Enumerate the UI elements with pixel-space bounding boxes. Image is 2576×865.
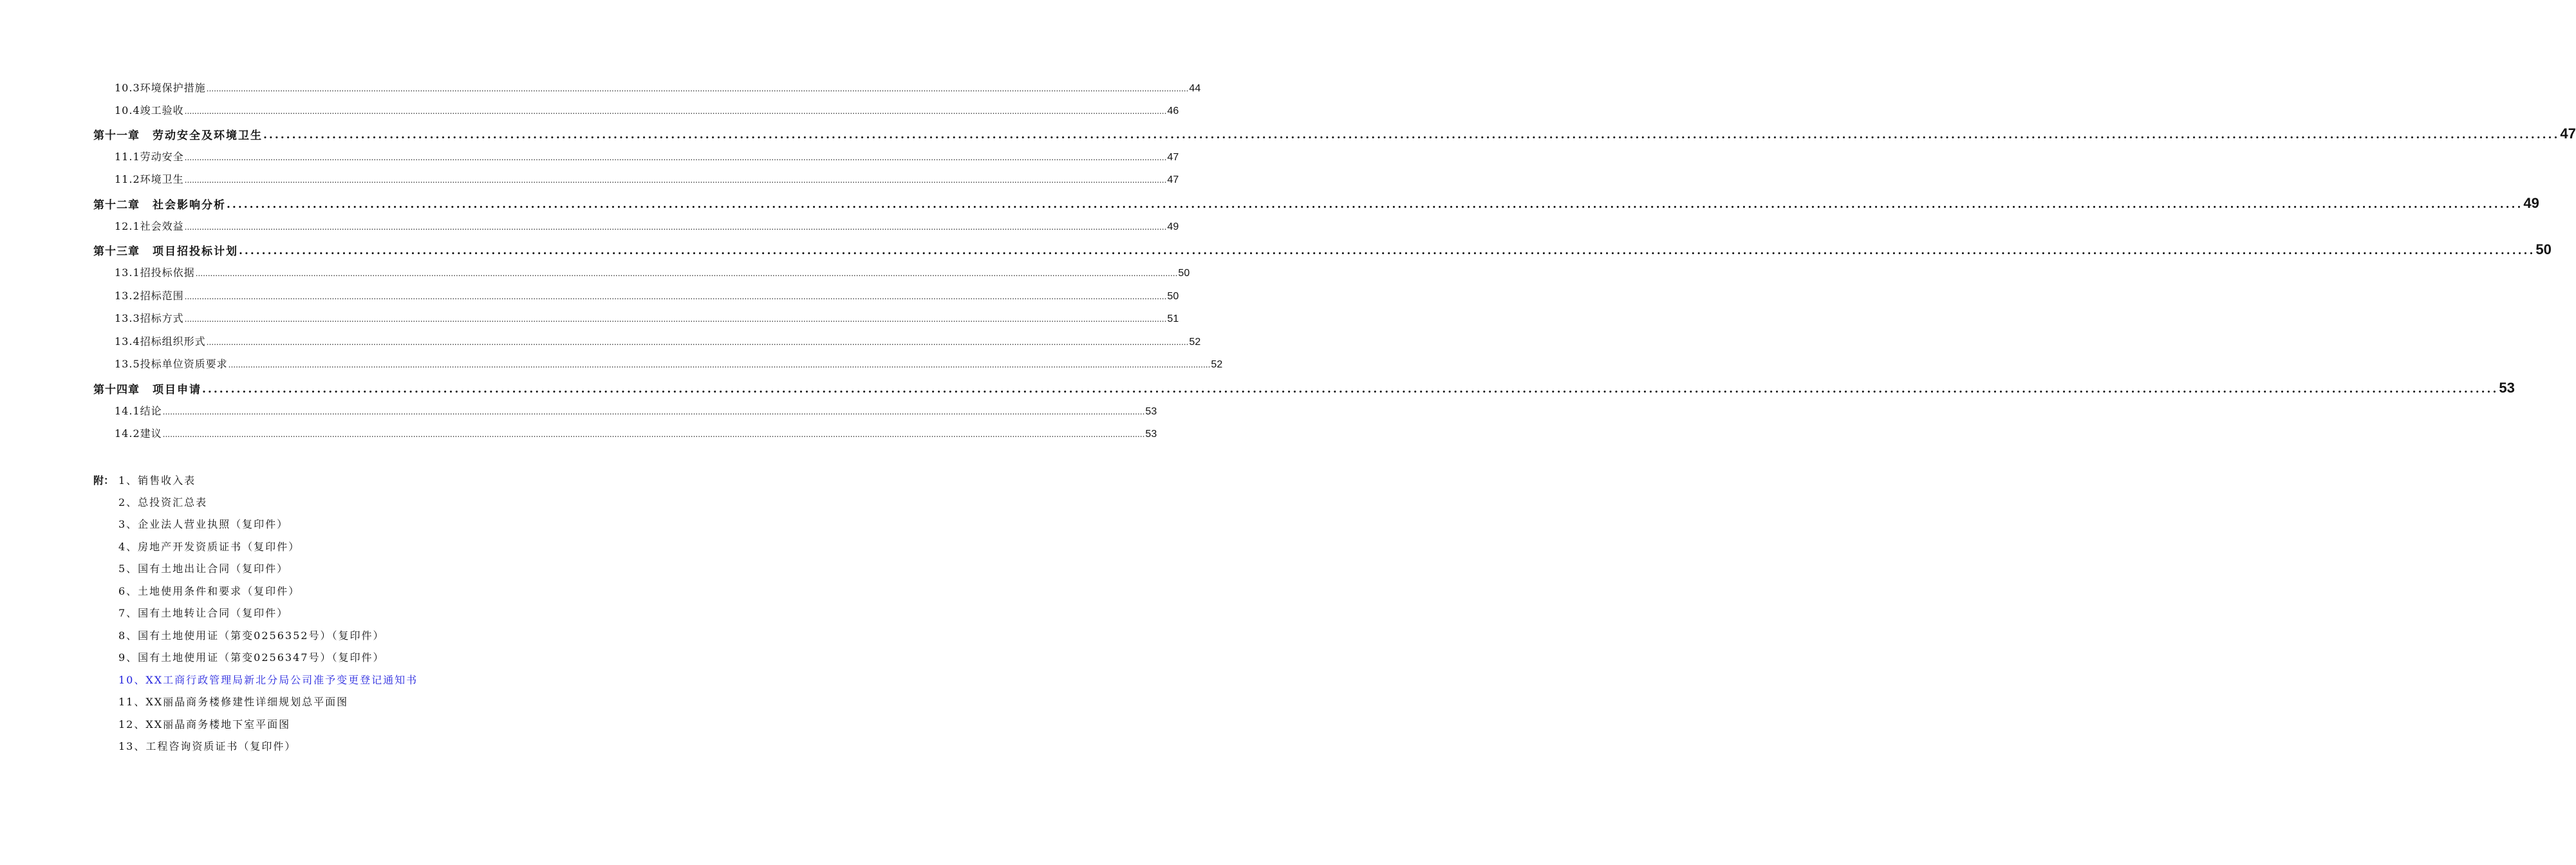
attachment-item-7: 7、国有土地转让合同（复印件） xyxy=(118,607,289,619)
chapter-title: 项目招投标计划 xyxy=(153,245,238,258)
toc-entry-13-4[interactable] xyxy=(115,334,1201,348)
chapter-number: 第十二章 xyxy=(93,199,140,212)
dot-leader: ................................................................................................................................................................................................................................................................................................................................................................................................................ xyxy=(227,198,2523,211)
dot-leader: ................................................................................................................................................................................................................................................................................................................................................................................................................ xyxy=(184,107,1167,116)
toc-entry-13-5[interactable] xyxy=(115,357,1223,371)
toc-page-number: 47 xyxy=(2560,126,2576,142)
chapter-number: 第十四章 xyxy=(93,384,140,396)
toc-entry-label: 13.4招标组织形式 xyxy=(115,335,206,348)
dot-leader: ................................................................................................................................................................................................................................................................................................................................................................................................................ xyxy=(195,269,1178,278)
toc-entry-10-4[interactable] xyxy=(115,103,1179,117)
dot-leader: ................................................................................................................................................................................................................................................................................................................................................................................................................ xyxy=(184,176,1167,185)
dot-leader: ................................................................................................................................................................................................................................................................................................................................................................................................................ xyxy=(184,315,1167,324)
toc-page-number: 49 xyxy=(1167,221,1179,232)
toc-page-number: 50 xyxy=(1167,291,1179,302)
toc-entry-label: 11.2环境卫生 xyxy=(115,173,184,185)
chapter-title: 社会影响分析 xyxy=(153,199,226,212)
toc-page-number: 53 xyxy=(2499,380,2515,396)
toc-entry-14-2[interactable] xyxy=(115,426,1157,440)
toc-page-number: 49 xyxy=(2523,195,2539,211)
toc-page-number: 52 xyxy=(1189,337,1201,348)
attachment-item-12: 12、XX丽晶商务楼地下室平面图 xyxy=(118,718,291,730)
toc-entry-label: 14.1结论 xyxy=(115,405,162,417)
attachment-item-10: 10、XX工商行政管理局新北分局公司准予变更登记通知书 xyxy=(118,674,418,686)
toc-entry-label: 10.3环境保护措施 xyxy=(115,82,206,94)
dot-leader: ................................................................................................................................................................................................................................................................................................................................................................................................................ xyxy=(206,338,1189,347)
dot-leader: ................................................................................................................................................................................................................................................................................................................................................................................................................ xyxy=(228,360,1211,369)
toc-entry-label: 13.3招标方式 xyxy=(115,312,184,324)
toc-page-number: 46 xyxy=(1167,106,1179,116)
toc-entry-label: 11.1劳动安全 xyxy=(115,151,184,163)
dot-leader: ................................................................................................................................................................................................................................................................................................................................................................................................................ xyxy=(162,430,1145,439)
attachment-item-3: 3、企业法人营业执照（复印件） xyxy=(118,518,289,530)
toc-entry-label: 12.1社会效益 xyxy=(115,220,184,232)
attachment-item-13: 13、工程咨询资质证书（复印件） xyxy=(118,740,297,752)
toc-entry-11-2[interactable] xyxy=(115,172,1179,186)
toc-entry-10-3[interactable] xyxy=(115,80,1201,95)
dot-leader: ................................................................................................................................................................................................................................................................................................................................................................................................................ xyxy=(239,245,2535,257)
dot-leader: ................................................................................................................................................................................................................................................................................................................................................................................................................ xyxy=(184,292,1167,301)
toc-page-number: 53 xyxy=(1145,429,1157,440)
dot-leader: ................................................................................................................................................................................................................................................................................................................................................................................................................ xyxy=(184,223,1167,232)
toc-page-number: 50 xyxy=(1178,268,1190,279)
attachments-heading: 附： xyxy=(93,474,115,487)
toc-chapter-14[interactable] xyxy=(93,380,2515,396)
attachment-item-6: 6、土地使用条件和要求（复印件） xyxy=(118,585,301,597)
toc-entry-13-1[interactable] xyxy=(115,265,1190,279)
toc-entry-label: 10.4竣工验收 xyxy=(115,104,184,116)
chapter-title: 项目申请 xyxy=(153,384,201,396)
toc-page-number: 52 xyxy=(1211,359,1223,370)
toc-entry-11-1[interactable] xyxy=(115,149,1179,163)
attachment-item-5: 5、国有土地出让合同（复印件） xyxy=(118,563,289,575)
attachment-item-11: 11、XX丽晶商务楼修建性详细规划总平面图 xyxy=(118,696,349,708)
attachment-item-8: 8、国有土地使用证（第变0256352号）（复印件） xyxy=(118,629,385,642)
attachment-item-1: 1、销售收入表 xyxy=(118,474,196,487)
toc-chapter-12[interactable] xyxy=(93,195,2539,212)
attachment-item-4: 4、房地产开发资质证书（复印件） xyxy=(118,541,301,553)
toc-entry-label: 13.5投标单位资质要求 xyxy=(115,358,228,370)
toc-entry-label: 13.1招投标依据 xyxy=(115,266,195,279)
dot-leader: ................................................................................................................................................................................................................................................................................................................................................................................................................ xyxy=(263,129,2560,142)
toc-chapter-11[interactable] xyxy=(93,126,2576,142)
toc-entry-label: 14.2建议 xyxy=(115,427,162,440)
toc-page-number: 50 xyxy=(2535,241,2552,257)
toc-entry-label: 13.2招标范围 xyxy=(115,290,184,302)
toc-entry-14-1[interactable] xyxy=(115,404,1157,418)
dot-leader: ................................................................................................................................................................................................................................................................................................................................................................................................................ xyxy=(202,383,2499,396)
toc-page-number: 53 xyxy=(1145,406,1157,417)
toc-entry-13-2[interactable] xyxy=(115,288,1179,302)
dot-leader: ................................................................................................................................................................................................................................................................................................................................................................................................................ xyxy=(184,153,1167,162)
chapter-title: 劳动安全及环境卫生 xyxy=(153,129,263,142)
attachment-item-9: 9、国有土地使用证（第变0256347号）（复印件） xyxy=(118,651,385,664)
toc-entry-13-3[interactable] xyxy=(115,311,1179,325)
chapter-number: 第十一章 xyxy=(93,129,140,142)
toc-entry-12-1[interactable] xyxy=(115,219,1179,233)
chapter-number: 第十三章 xyxy=(93,245,140,258)
attachment-item-2: 2、总投资汇总表 xyxy=(118,496,208,508)
toc-page-number: 47 xyxy=(1167,174,1179,185)
toc-chapter-13[interactable] xyxy=(93,241,2552,258)
toc-page-number: 47 xyxy=(1167,152,1179,163)
dot-leader: ................................................................................................................................................................................................................................................................................................................................................................................................................ xyxy=(162,407,1145,416)
toc-page-number: 51 xyxy=(1167,313,1179,324)
dot-leader: ................................................................................................................................................................................................................................................................................................................................................................................................................ xyxy=(206,84,1189,93)
toc-page-number: 44 xyxy=(1189,83,1201,94)
